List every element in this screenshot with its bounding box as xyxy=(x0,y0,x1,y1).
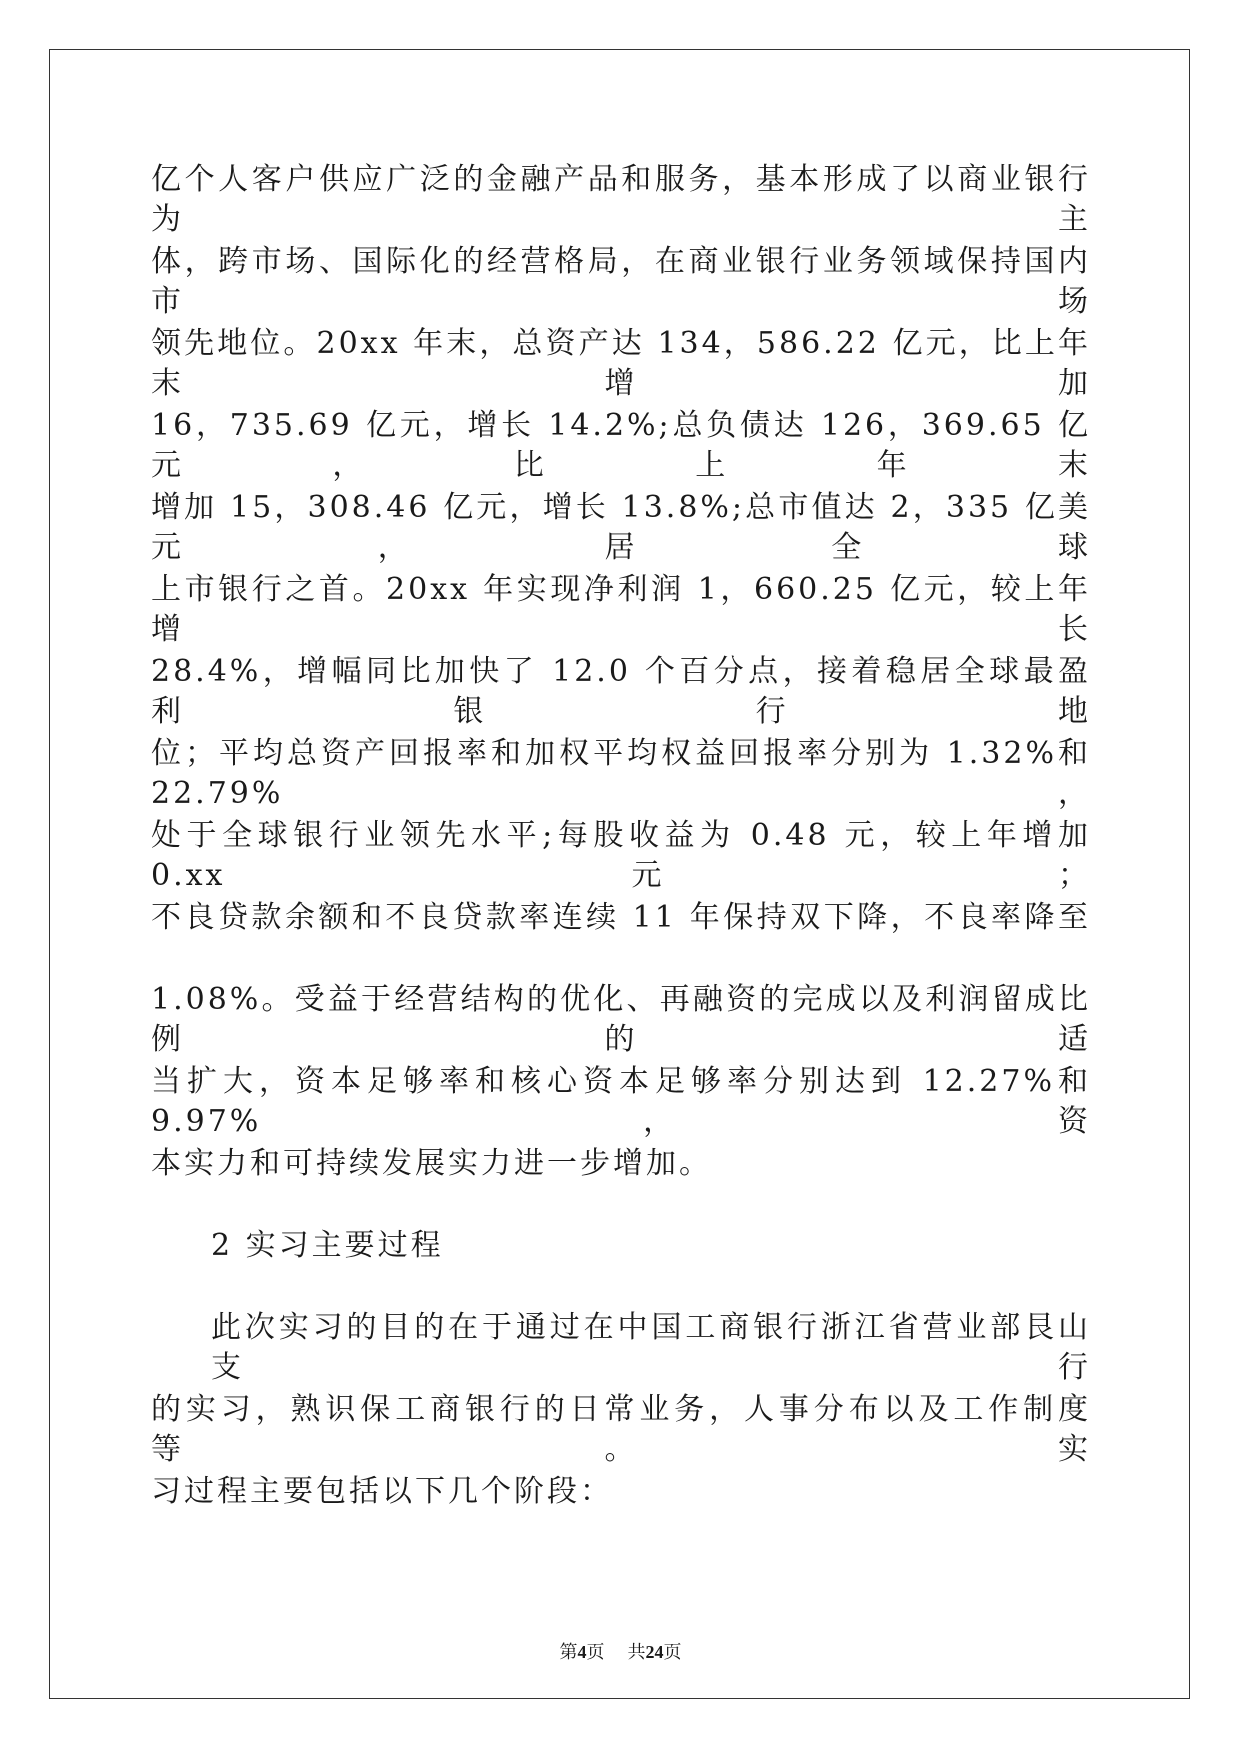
text-line: 增加 15，308.46 亿元，增长 13.8%;总市值达 2，335 亿美元，居全球 xyxy=(151,490,1091,565)
text-line: 领先地位。20xx 年末，总资产达 134，586.22 亿元，比上年末增加 xyxy=(151,326,1091,401)
text-line: 当扩大，资本足够率和核心资本足够率分别达到 12.27%和 9.97%，资 xyxy=(151,1064,1091,1139)
text-line: 此次实习的目的在于通过在中国工商银行浙江省营业部艮山支行 xyxy=(211,1310,1091,1385)
total-page-count: 24 xyxy=(645,1642,664,1662)
text-line: 上市银行之首。20xx 年实现净利润 1，660.25 亿元，较上年增长 xyxy=(151,572,1091,647)
text-line: 不良贷款余额和不良贷款率连续 11 年保持双下降，不良率降至 xyxy=(151,900,1091,935)
footer-total-prefix: 共 xyxy=(627,1642,646,1663)
text-line: 体，跨市场、国际化的经营格局，在商业银行业务领域保持国内市场 xyxy=(151,244,1091,319)
page-footer xyxy=(0,1638,1241,1664)
text-line: 的实习，熟识保工商银行的日常业务，人事分布以及工作制度等。实 xyxy=(151,1392,1091,1467)
current-page-number: 4 xyxy=(577,1642,587,1662)
section-heading: 2 实习主要过程 xyxy=(211,1228,444,1263)
footer-total-suffix: 页 xyxy=(663,1642,682,1663)
text-line: 位；平均总资产回报率和加权平均权益回报率分别为 1.32%和 22.79%， xyxy=(151,736,1091,811)
text-line: 本实力和可持续发展实力进一步增加。 xyxy=(151,1146,712,1181)
document-body xyxy=(151,160,1091,1554)
footer-page-word: 页 xyxy=(586,1642,605,1663)
text-line: 习过程主要包括以下几个阶段： xyxy=(151,1474,613,1509)
text-line: 亿个人客户供应广泛的金融产品和服务，基本形成了以商业银行为主 xyxy=(151,162,1091,237)
footer-prefix: 第 xyxy=(559,1642,578,1663)
text-line: 1.08%。受益于经营结构的优化、再融资的完成以及利润留成比例的适 xyxy=(151,982,1091,1057)
text-line: 28.4%，增幅同比加快了 12.0 个百分点，接着稳居全球最盈利银行地 xyxy=(151,654,1091,729)
text-line: 16，735.69 亿元，增长 14.2%;总负债达 126，369.65 亿元，比上年末 xyxy=(151,408,1091,483)
text-line: 处于全球银行业领先水平;每股收益为 0.48 元，较上年增加 0.xx 元； xyxy=(151,818,1091,893)
